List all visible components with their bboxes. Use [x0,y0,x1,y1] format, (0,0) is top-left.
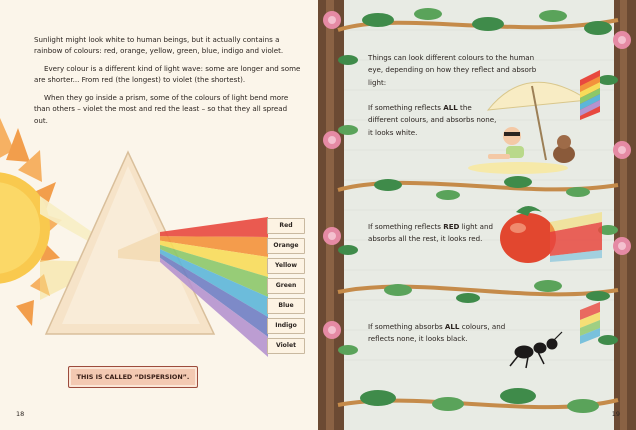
page-number-right: 19 [611,410,620,418]
paragraph-sunlight: Sunlight might look white to human beings, but it actually contains a rainbow of colours: red, orange, yellow, green, blue, indigo and violet. [34,35,284,56]
paragraph-prism: When they go inside a prism, some of the colours of light bend more than others – violet the most and red the least – so that they all spread out. [34,93,289,125]
white-explanation [368,102,498,139]
label-blue: Blue [267,298,305,314]
red-text-pre: If something reflects [368,222,444,231]
label-green: Green [267,278,305,294]
right-page [318,0,636,430]
black-text-pre: If something absorbs [368,322,445,331]
label-indigo: Indigo [267,318,305,334]
white-text-pre: If something reflects [368,103,444,112]
white-text-post: the different colours, and absorbs none, it looks white. [368,103,497,137]
white-text-strong: ALL [443,103,458,112]
red-text-strong: RED [443,222,460,231]
black-text-strong: ALL [444,322,460,331]
black-text-post: colours, and reflects none, it looks black. [368,322,506,344]
label-orange: Orange [267,238,305,254]
red-text-post: light and absorbs all the rest, it looks red. [368,222,494,244]
page-number-left: 18 [16,410,25,418]
dispersion-caption-box [68,366,198,388]
label-violet: Violet [267,338,305,354]
intro-text: Things can look different colours to the human eye, depending on how they reflect and absorb light: [368,53,537,87]
paragraph-light-waves: Every colour is a different kind of light wave: some are longer and some are shorter... From red (the longest) to violet (the shortest). [34,64,301,85]
black-explanation [368,321,508,346]
red-explanation [368,221,498,246]
label-yellow: Yellow [267,258,305,274]
dispersion-caption: THIS IS CALLED “DISPERSION”. [76,373,190,381]
label-red: Red [267,218,305,234]
spectrum-band-red [160,217,268,237]
